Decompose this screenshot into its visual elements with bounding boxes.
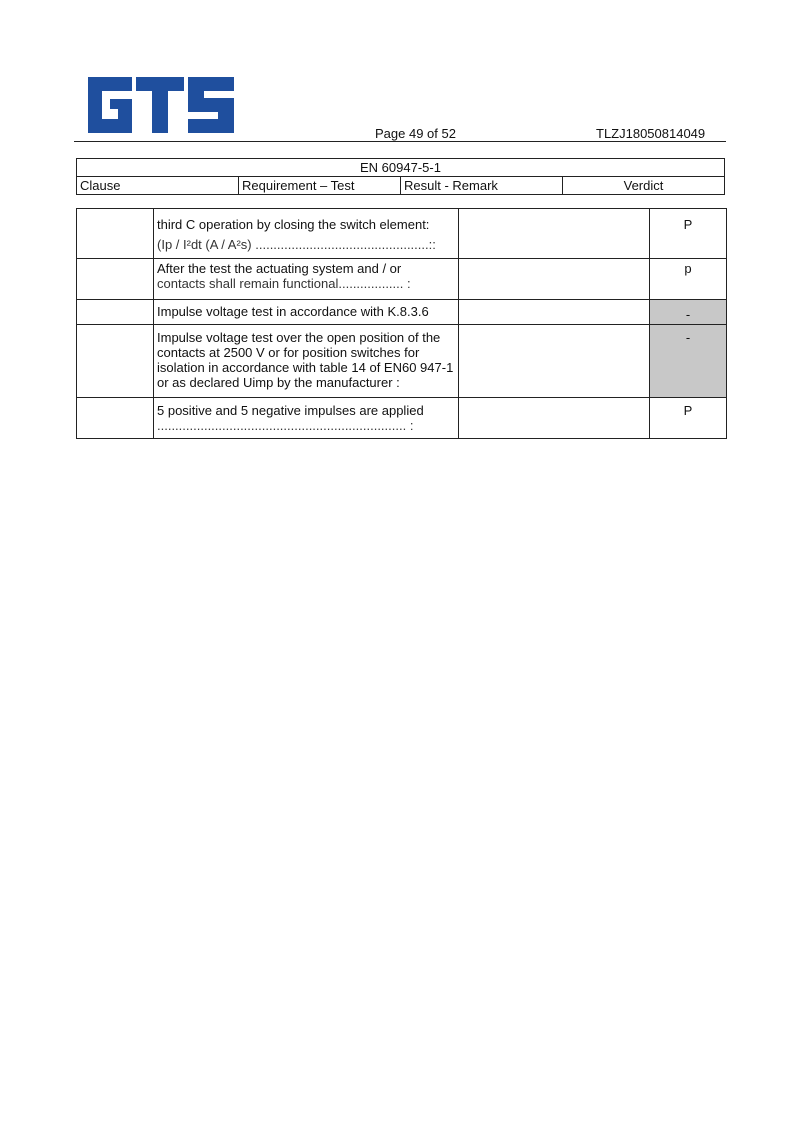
verdict-cell: -: [650, 300, 727, 325]
result-cell: [459, 300, 650, 325]
result-cell: [459, 259, 650, 300]
gts-logo: [84, 77, 236, 133]
header-divider: [74, 141, 726, 142]
table-row: [77, 398, 727, 439]
column-header-result: Result - Remark: [401, 177, 563, 195]
requirement-cell: [154, 398, 459, 439]
column-header-clause: Clause: [77, 177, 239, 195]
verdict-cell: -: [650, 325, 727, 398]
requirement-cell: [154, 259, 459, 300]
requirement-text: After the test the actuating system and / or: [157, 261, 402, 276]
table-row: [77, 325, 727, 398]
table-row: [77, 300, 727, 325]
table-row: [77, 259, 727, 300]
clause-cell: [77, 300, 154, 325]
requirement-text: contacts shall remain functional.................. :: [157, 276, 411, 291]
table-row: [77, 209, 727, 259]
clause-cell: [77, 398, 154, 439]
result-cell: [459, 325, 650, 398]
column-header-requirement: Requirement – Test: [239, 177, 401, 195]
verdict-cell: P: [650, 398, 727, 439]
requirement-cell: [154, 325, 459, 398]
requirement-text: 5 positive and 5 negative impulses are applied: [157, 403, 424, 418]
result-cell: [459, 398, 650, 439]
result-cell: [459, 209, 650, 259]
column-header-verdict: Verdict: [563, 177, 725, 195]
clause-cell: [77, 259, 154, 300]
requirement-text: (Ip / I²dt (A / A²s) ................................................::: [157, 237, 436, 252]
report-number: TLZJ18050814049: [596, 126, 706, 141]
requirement-cell: [154, 300, 459, 325]
requirement-text: third C operation by closing the switch element:: [157, 217, 430, 232]
requirements-table: [76, 208, 727, 439]
requirement-text: Impulse voltage test in accordance with K.8.3.6: [157, 304, 429, 319]
verdict-cell: P: [650, 209, 727, 259]
requirement-text: ..................................................................... :: [157, 418, 414, 433]
verdict-cell: p: [650, 259, 727, 300]
page-number: Page 49 of 52: [375, 126, 456, 141]
table-header: [76, 158, 725, 195]
requirement-cell: [154, 209, 459, 259]
requirement-text: Impulse voltage test over the open position of the contacts at 2500 V or for position switches for isolation in accordance with table 14 of EN60 947-1 or as declared Uimp by the manufacturer :: [157, 330, 454, 390]
standard-title: EN 60947-5-1: [77, 159, 725, 177]
clause-cell: [77, 325, 154, 398]
clause-cell: [77, 209, 154, 259]
